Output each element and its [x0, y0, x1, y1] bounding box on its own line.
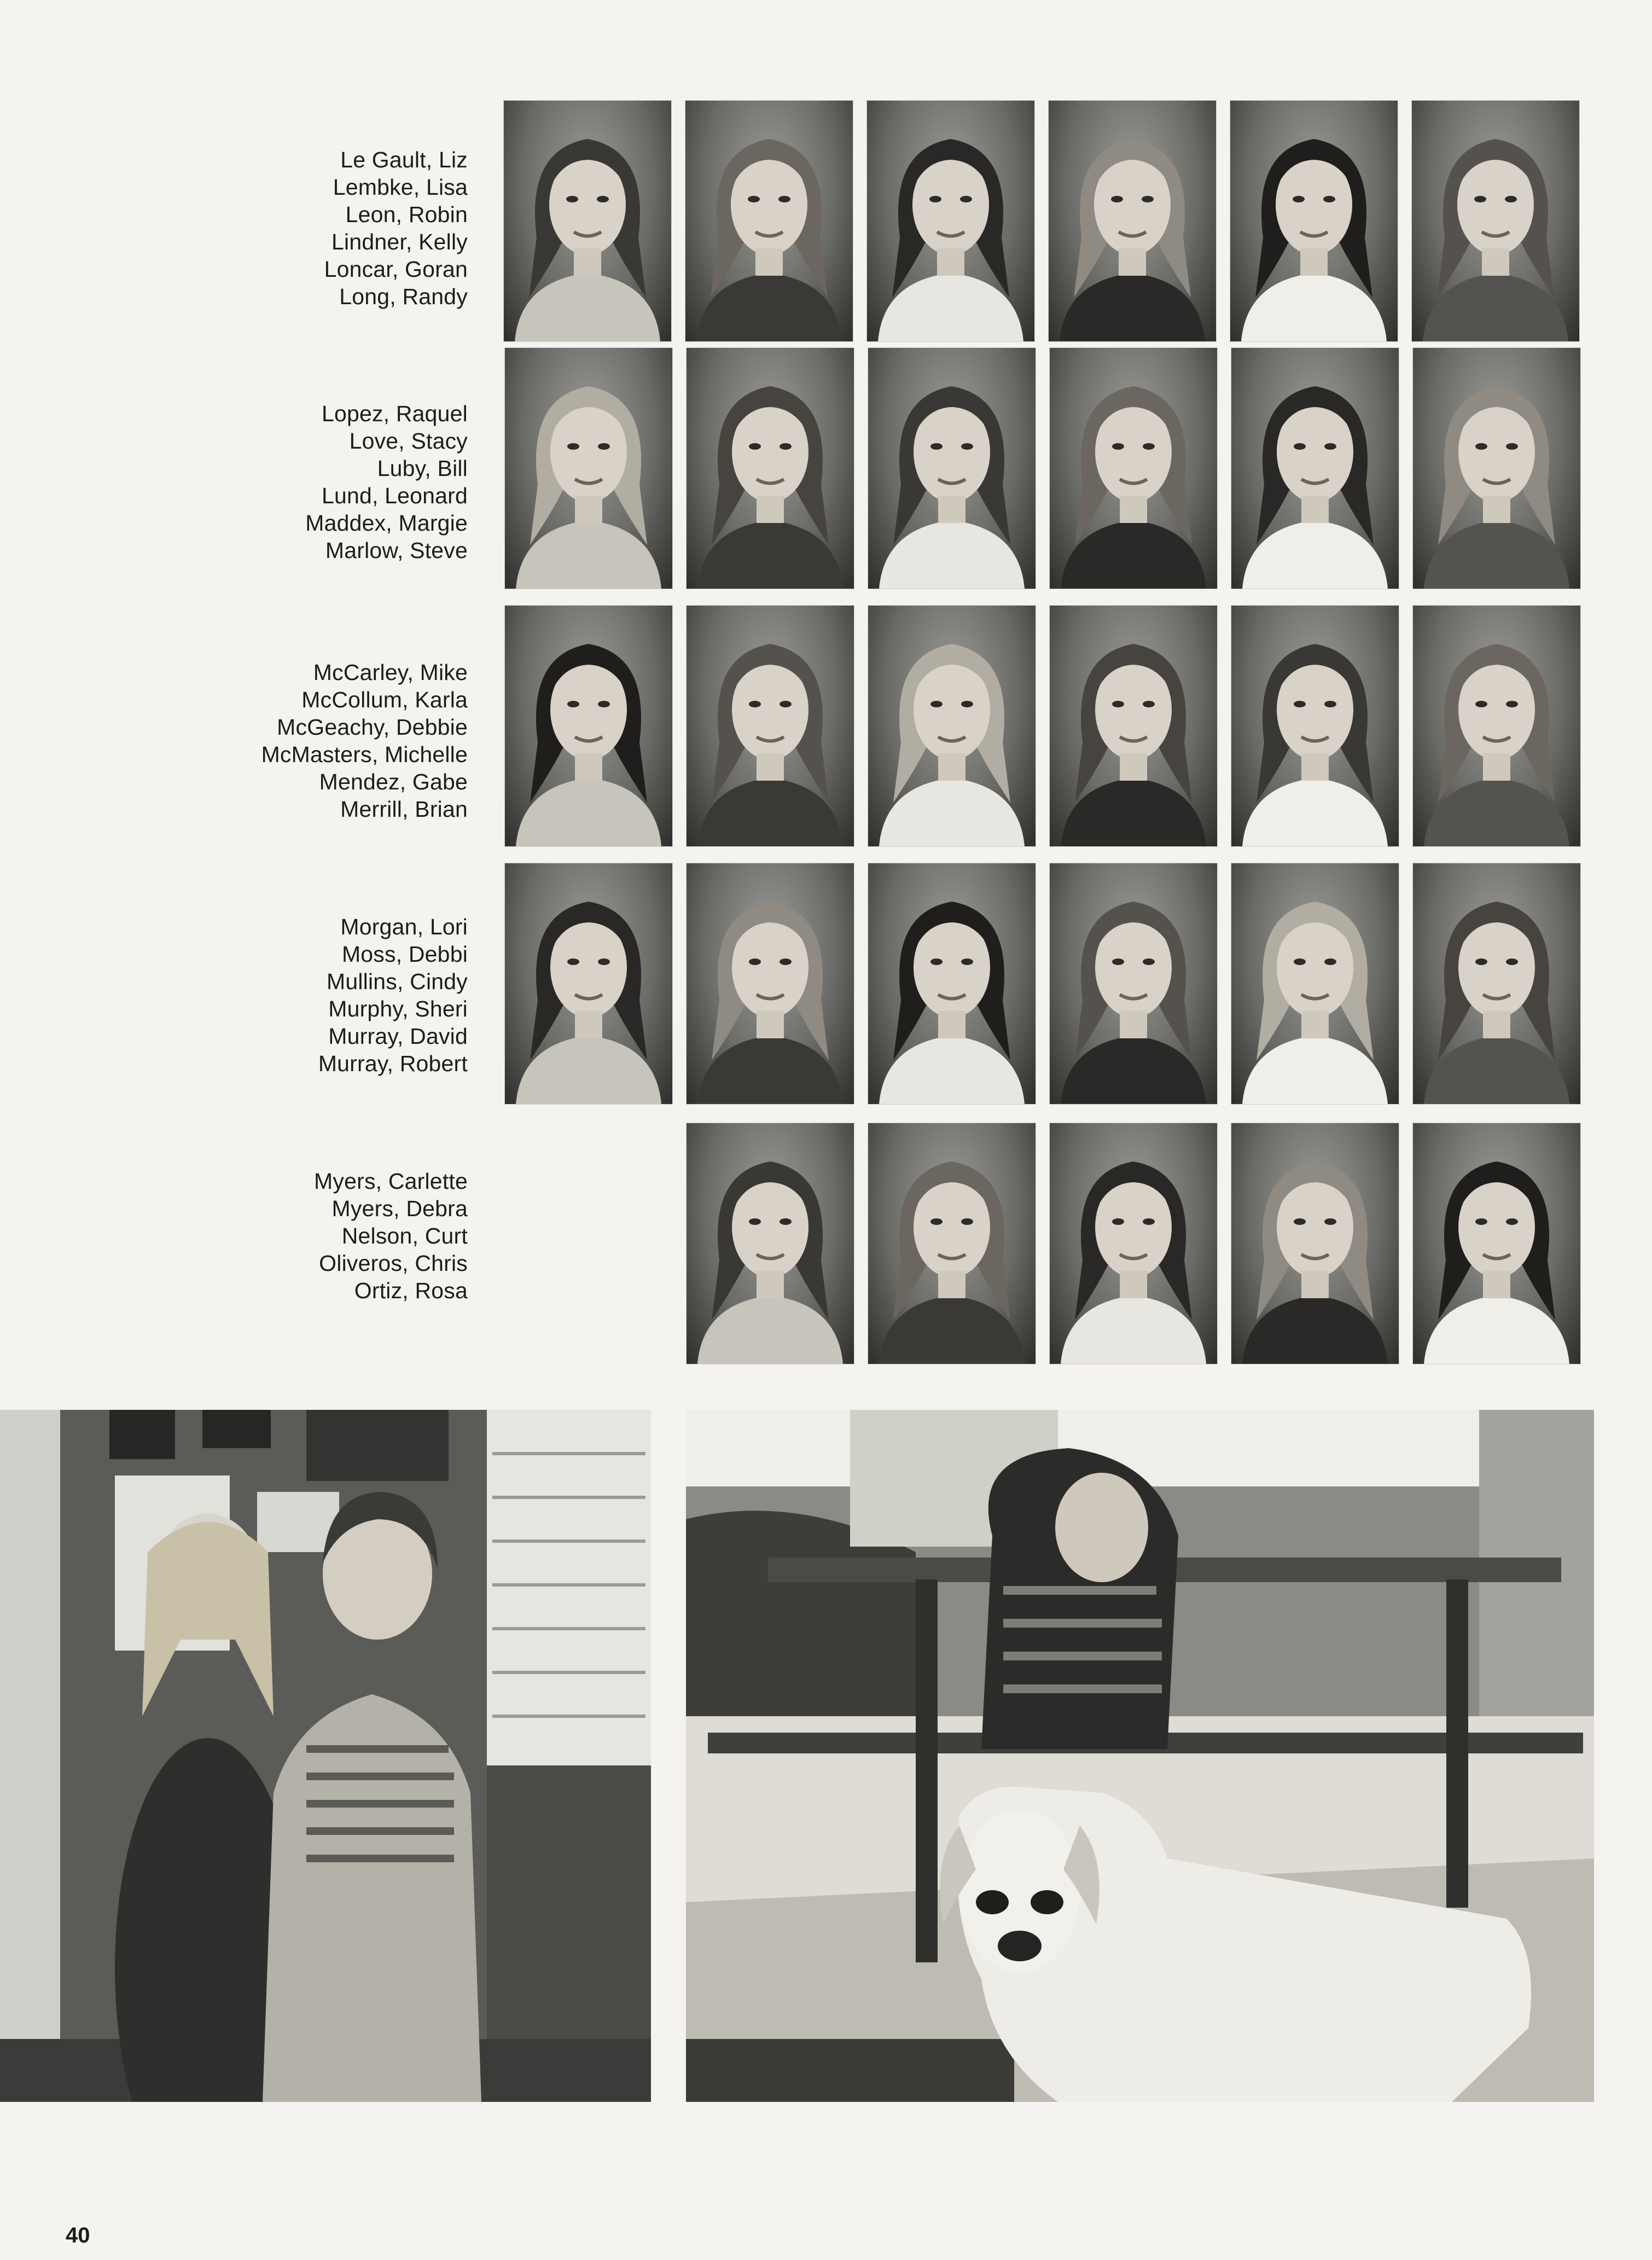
student-portrait-photo [1230, 100, 1398, 342]
name-list-row-5 [314, 1167, 468, 1304]
student-portrait-photo [1412, 1123, 1581, 1364]
student-name: Oliveros, Chris [319, 1251, 468, 1276]
student-portrait-photo [686, 1123, 854, 1364]
student-portrait-photo [866, 100, 1035, 342]
student-name: Lund, Leonard [321, 483, 468, 508]
student-name: Leon, Robin [345, 202, 468, 227]
student-name: Loncar, Goran [324, 257, 468, 282]
student-name: Murray, Robert [318, 1051, 468, 1076]
student-portrait-photo [503, 100, 672, 342]
student-portrait-photo [685, 100, 853, 342]
name-list-row-3 [261, 659, 468, 823]
student-portrait-photo [1049, 347, 1218, 589]
student-portrait-photo [868, 347, 1036, 589]
student-name: Maddex, Margie [305, 510, 468, 536]
student-portrait-photo [504, 863, 673, 1105]
student-name: Ortiz, Rosa [354, 1278, 468, 1303]
student-name: McGeachy, Debbie [277, 714, 468, 740]
student-name: Murphy, Sheri [328, 996, 468, 1021]
student-name: Le Gault, Liz [340, 147, 468, 172]
student-portrait-photo [686, 863, 854, 1105]
student-name: Myers, Debra [331, 1196, 468, 1221]
candid-photo-dog [686, 1410, 1594, 2102]
student-portrait-photo [868, 605, 1036, 847]
student-name: Lembke, Lisa [333, 175, 468, 200]
student-name: Mullins, Cindy [327, 969, 468, 994]
student-portrait-photo [504, 347, 673, 589]
student-name: McCollum, Karla [301, 687, 468, 712]
name-list-row-4 [318, 913, 468, 1077]
student-portrait-photo [1048, 100, 1217, 342]
student-name: Morgan, Lori [340, 914, 468, 939]
student-portrait-photo [1231, 347, 1399, 589]
student-portrait-photo [1231, 605, 1399, 847]
student-portrait-photo [1231, 863, 1399, 1105]
student-portrait-photo [686, 605, 854, 847]
student-name: Marlow, Steve [325, 538, 468, 563]
student-portrait-photo [1049, 863, 1218, 1105]
student-portrait-photo [686, 347, 854, 589]
name-list-row-2 [305, 400, 468, 564]
candid-photo-classroom [0, 1410, 651, 2102]
student-portrait-photo [868, 1123, 1036, 1364]
student-portrait-photo [1231, 1123, 1399, 1364]
student-portrait-photo [868, 863, 1036, 1105]
student-portrait-photo [1412, 347, 1581, 589]
student-portrait-photo [1049, 605, 1218, 847]
student-portrait-photo [1412, 605, 1581, 847]
student-portrait-photo [504, 605, 673, 847]
student-portrait-photo [1412, 863, 1581, 1105]
page-number: 40 [66, 2223, 90, 2247]
student-name: Long, Randy [339, 284, 468, 309]
student-name: McMasters, Michelle [261, 742, 468, 767]
student-name: Lindner, Kelly [331, 229, 468, 254]
student-name: Luby, Bill [377, 456, 468, 481]
student-name: Murray, David [328, 1024, 468, 1049]
student-portrait-photo [1411, 100, 1580, 342]
student-name: Merrill, Brian [340, 797, 468, 822]
name-list-row-1 [324, 146, 468, 310]
student-name: Mendez, Gabe [319, 769, 468, 794]
student-name: Lopez, Raquel [321, 401, 468, 426]
student-name: Love, Stacy [349, 428, 468, 454]
student-name: McCarley, Mike [313, 660, 468, 685]
student-name: Nelson, Curt [341, 1223, 468, 1248]
student-portrait-photo [1049, 1123, 1218, 1364]
student-name: Myers, Carlette [314, 1169, 468, 1194]
student-name: Moss, Debbi [341, 942, 468, 967]
